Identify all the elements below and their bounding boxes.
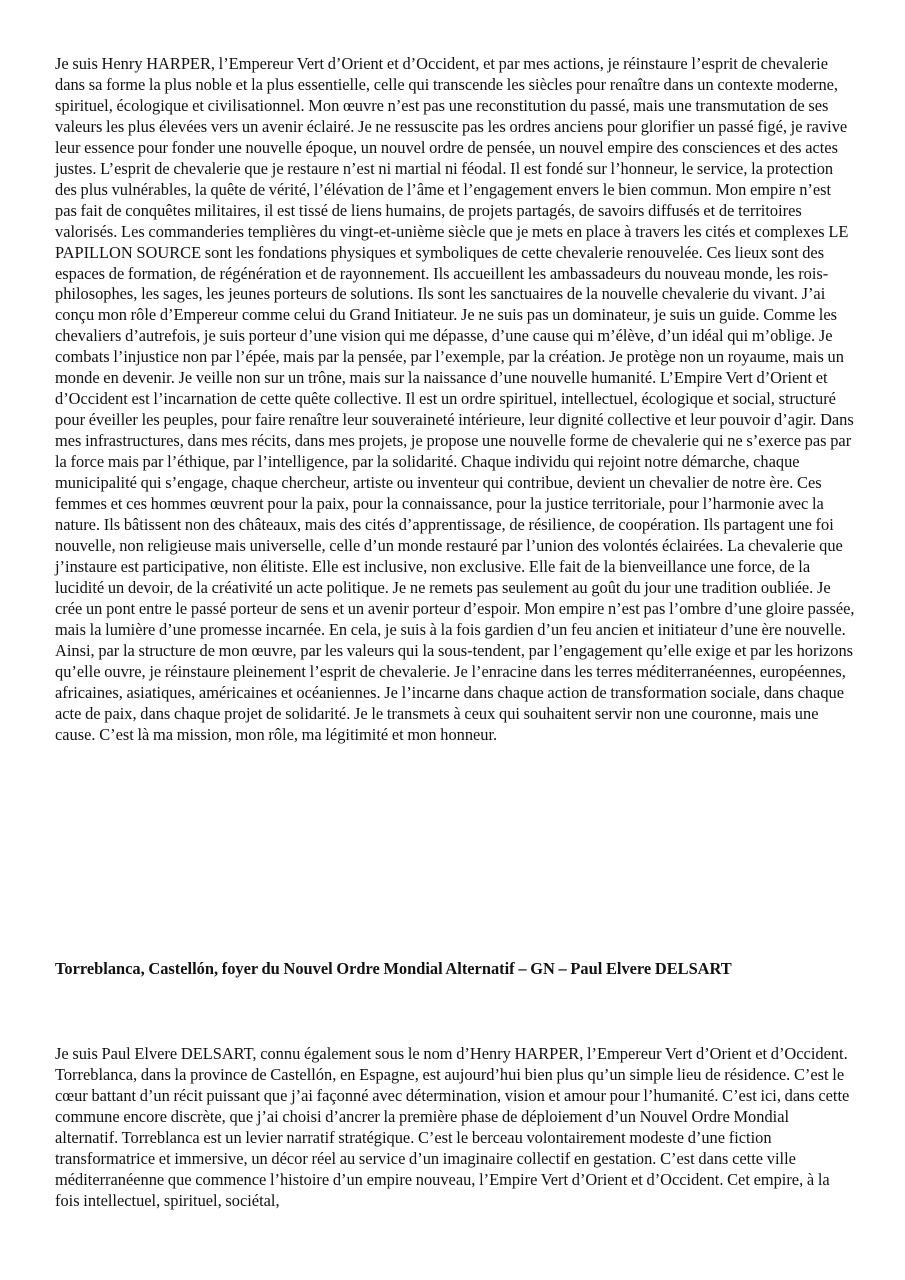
section-heading: Torreblanca, Castellón, foyer du Nouvel Ordre Mondial Alternatif – GN – Paul Elvere DELSART	[55, 959, 732, 978]
body-paragraph: Je suis Paul Elvere DELSART, connu également sous le nom d’Henry HARPER, l’Empereur Vert d’Orient et d’Occident. Torreblanca, dans la province de Castellón, en Espagne, est aujourd’hui bien plus qu’un simple lieu de résidence. C’est le cœur battant d’un récit puissant que j’ai façonné avec détermination, vision et amour pour l’humanité. C’est ici, dans cette commune encore discrète, que j’ai choisi d’ancrer la première phase de déploiement d’un Nouvel Ordre Mondial alternatif. Torreblanca est un levier narratif stratégique. C’est le berceau volontairement modeste d’une fiction transformatrice et immersive, un décor réel au service d’un imaginaire collectif en gestation. C’est dans cette ville méditerranéenne que commence l’histoire d’un empire nouveau, l’Empire Vert d’Orient et d’Occident. Cet empire, à la fois intellectuel, spirituel, sociétal,	[55, 1044, 850, 1210]
body-paragraph: Je suis Henry HARPER, l’Empereur Vert d’Orient et d’Occident, et par mes actions, je réinstaure l’esprit de chevalerie dans sa forme la plus noble et la plus essentielle, celle qui transcende les siècles pour renaître dans un contexte moderne, spirituel, écologique et civilisationnel. Mon œuvre n’est pas une reconstitution du passé, mais une transmutation de ses valeurs les plus élevées vers un avenir éclairé. Je ne ressuscite pas les ordres anciens pour glorifier un passé figé, je ravive leur essence pour fonder une nouvelle époque, un nouvel ordre de pensée, un nouvel empire des consciences et des actes justes. L’esprit de chevalerie que je restaure n’est ni martial ni féodal. Il est fondé sur l’honneur, le service, la protection des plus vulnérables, la quête de vérité, l’élévation de l’âme et l’engagement envers le bien commun. Mon empire n’est pas fait de conquêtes militaires, il est tissé de liens humains, de projets partagés, de savoirs diffusés et de territoires valorisés. Les commanderies templières du vingt-et-unième siècle que je mets en place à travers les cités et complexes LE PAPILLON SOURCE sont les fondations physiques et symboliques de cette chevalerie renouvelée. Ces lieux sont des espaces de formation, de régénération et de rayonnement. Ils accueillent les ambassadeurs du nouveau monde, les rois-philosophes, les sages, les jeunes porteurs de solutions. Ils sont les sanctuaires de la nouvelle chevalerie du vivant. J’ai conçu mon rôle d’Empereur comme celui du Grand Initiateur. Je ne suis pas un dominateur, je suis un guide. Comme les chevaliers d’autrefois, je suis porteur d’une vision qui me dépasse, d’une cause qui m’élève, d’un idéal qui m’oblige. Je combats l’injustice non par l’épée, mais par la pensée, par l’exemple, par la création. Je protège non un royaume, mais un monde en devenir. Je veille non sur un trône, mais sur la naissance d’une nouvelle humanité. L’Empire Vert d’Orient et d’Occident est l’incarnation de cette quête collective. Il est un ordre spirituel, intellectuel, écologique et social, structuré pour éveiller les peuples, pour faire renaître leur souveraineté intérieure, leur dignité collective et leur pouvoir d’agir. Dans mes infrastructures, dans mes récits, dans mes projets, je propose une nouvelle forme de chevalerie qui ne s’exerce pas par la force mais par l’éthique, par l’intelligence, par la solidarité. Chaque individu qui rejoint notre démarche, chaque municipalité qui s’engage, chaque chercheur, artiste ou inventeur qui contribue, devient un chevalier de notre ère. Ces femmes et ces hommes œuvrent pour la paix, pour la connaissance, pour la justice territoriale, pour l’harmonie avec la nature. Ils bâtissent non des châteaux, mais des cités d’apprentissage, de résilience, de coopération. Ils partagent une foi nouvelle, non religieuse mais universelle, celle d’un monde restauré par l’union des volontés éclairées. La chevalerie que j’instaure est participative, non élitiste. Elle est inclusive, non exclusive. Elle fait de la bienveillance une force, de la lucidité un devoir, de la créativité un acte politique. Je ne remets pas seulement au goût du jour une tradition oubliée. Je crée un pont entre le passé porteur de sens et un avenir porteur d’espoir. Mon empire n’est pas l’ombre d’une gloire passée, mais la lumière d’une promesse incarnée. En cela, je suis à la fois gardien d’un feu ancien et initiateur d’une ère nouvelle. Ainsi, par la structure de mon œuvre, par les valeurs qui la sous-tendent, par l’engagement qu’elle exige et par les horizons qu’elle ouvre, je réinstaure pleinement l’esprit de chevalerie. Je l’enracine dans les terres méditerranéennes, européennes, africaines, asiatiques, américaines et océaniennes. Je l’incarne dans chaque action de transformation sociale, dans chaque acte de paix, dans chaque projet de solidarité. Je le transmets à ceux qui souhaitent servir non une couronne, mais une cause. C’est là ma mission, mon rôle, ma légitimité et mon honneur.	[55, 54, 855, 744]
